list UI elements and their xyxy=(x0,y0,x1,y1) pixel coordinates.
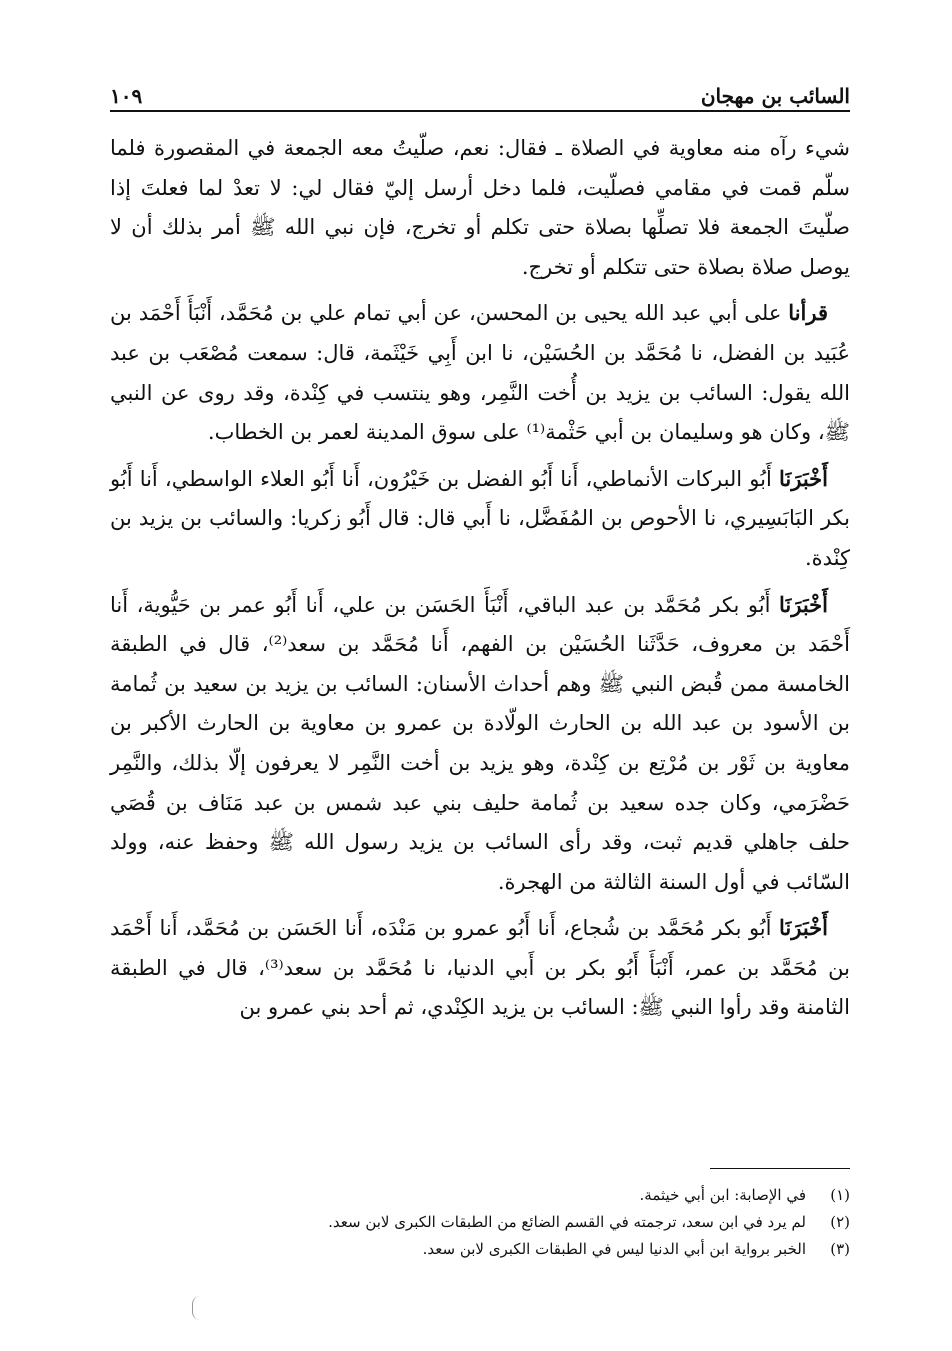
running-title: السائب بن مهجان xyxy=(700,84,850,108)
paragraph-5 xyxy=(110,908,850,1028)
footnote-text: في الإصابة: ابن أبي خيثمة. xyxy=(639,1186,806,1204)
footnote-marker: (١) xyxy=(830,1186,850,1204)
footnotes xyxy=(110,1182,850,1263)
footnote-rule xyxy=(710,1168,850,1169)
header-rule xyxy=(110,110,850,112)
page-number: ١٠٩ xyxy=(110,84,143,108)
paragraph-2 xyxy=(110,293,850,452)
main-text xyxy=(110,128,850,1034)
paragraph-lead: أَخْبَرَنَا xyxy=(779,465,828,491)
paragraph-lead: أَخْبَرَنَا xyxy=(779,915,828,941)
footnote-3 xyxy=(110,1236,850,1263)
footnote-text: لم يرد في ابن سعد، ترجمته في القسم الضائع من الطبقات الكبرى لابن سعد. xyxy=(328,1213,806,1231)
paragraph-text: على أبي عبد الله يحيى بن المحسن، عن أبي تمام علي بن مُحَمَّد، أَنْبَأَ أَحْمَد بن عُبَيد بن الفضل، نا مُحَمَّد بن الحُسَيْن، نا ابن أَبِي خَيْثَمة، قال: سمعت مُصْعَب بن عبد الله يقول: السائب بن يزيد بن أُخت النَّمِر، وهو ينتسب في كِنْدة، وقد روى عن النبي ﷺ، وكان هو وسليمان بن أبي حَثْمة⁽¹⁾ على سوق المدينة لعمر بن الخطاب. xyxy=(110,301,850,445)
paragraph-text: شيء رآه منه معاوية في الصلاة ـ فقال: نعم، صلّيتُ معه الجمعة في المقصورة فلما سلّم قمت في مقامي فصلّيت، فلما دخل أرسل إليّ فقال لي: لا تعدْ لما فعلتَ إذا صلّيتَ الجمعة فلا تصلِّها بصلاة حتى تكلم أو تخرج، فإن نبي الله ﷺ أمر بذلك أن لا يوصل صلاة بصلاة حتى تتكلم أو تخرج. xyxy=(110,136,850,279)
paragraph-1 xyxy=(110,128,850,287)
footnote-marker: (٢) xyxy=(830,1213,850,1231)
paragraph-3 xyxy=(110,459,850,579)
paragraph-text: أَبُو البركات الأنماطي، أَنا أَبُو الفضل بن خَيْرُون، أَنا أَبُو العلاء الواسطي، أَنا أَبُو بكر البَابَسِيري، نا الأحوص بن المُفَضَّل، نا أَبي قال: قال أَبُو زكريا: والسائب بن يزيد بن كِنْدة. xyxy=(110,466,850,570)
footnote-2 xyxy=(110,1209,850,1236)
footnote-text: الخبر برواية ابن أبي الدنيا ليس في الطبقات الكبرى لابن سعد. xyxy=(422,1240,806,1258)
paragraph-lead: قرأنا xyxy=(788,300,828,326)
paragraph-lead: أَخْبَرَنَا xyxy=(779,591,828,617)
page-header xyxy=(110,72,850,108)
footnote-marker: (٣) xyxy=(830,1240,850,1258)
paragraph-text: أَبُو بكر مُحَمَّد بن شُجاع، أَنا أَبُو عمرو بن مَنْدَه، أَنا الحَسَن بن مُحَمَّد، أَنا أَحْمَد بن مُحَمَّد بن عمر، أَنْبَأَ أَبُو بكر بن أَبي الدنيا، نا مُحَمَّد بن سعد⁽³⁾، قال في الطبقة الثامنة وقد رأوا النبي ﷺ: السائب بن يزيد الكِنْدي، ثم أحد بني عمرو بن xyxy=(110,916,850,1020)
paragraph-4 xyxy=(110,585,850,903)
scan-mark xyxy=(192,1296,203,1320)
paragraph-text: أَبُو بكر مُحَمَّد بن عبد الباقي، أَنْبَأَ الحَسَن بن علي، أَنا أَبُو عمر بن حَيُّوية، أَنا أَحْمَد بن معروف، حَدَّثَنا الحُسَيْن بن الفهم، أَنا مُحَمَّد بن سعد⁽²⁾، قال في الطبقة الخامسة ممن قُبض النبي ﷺ وهم أحداث الأسنان: السائب بن يزيد بن سعيد بن ثُمامة بن الأسود بن عبد الله بن الحارث الولّادة بن عمرو بن معاوية بن الحارث الأكبر بن معاوية بن ثَوْر بن مُرْتِع بن كِنْدة، وهو يزيد بن أخت النَّمِر لا يعرفون إلّا بذلك، والنَّمِر حَضْرَمي، وكان جده سعيد بن ثُمامة حليف بني عبد شمس بن عبد مَنَاف بن قُصَي حلف جاهلي قديم ثبت، وقد رأى السائب بن يزيد رسول الله ﷺ وحفظ عنه، وولد السّائب في أول السنة الثالثة من الهجرة. xyxy=(110,592,850,894)
footnote-1 xyxy=(110,1182,850,1209)
